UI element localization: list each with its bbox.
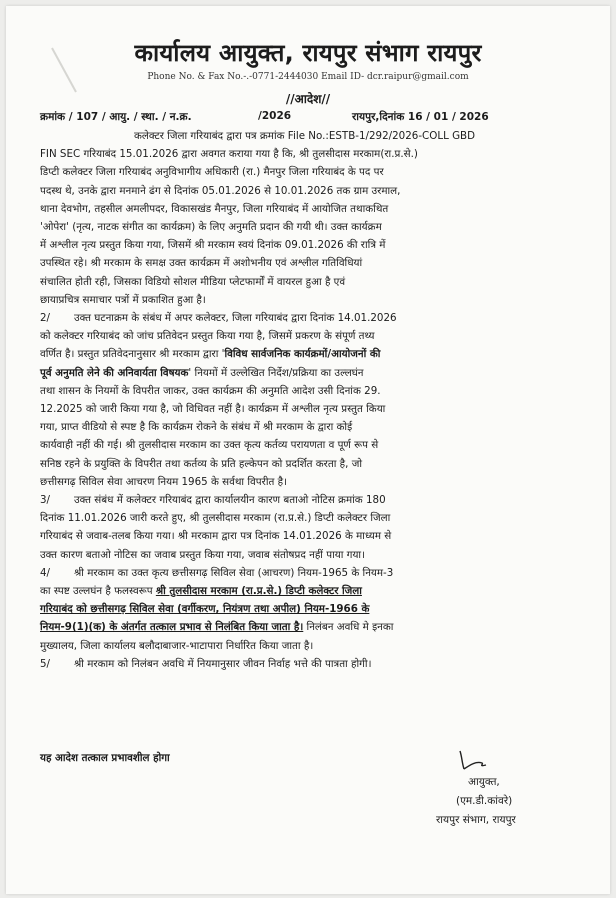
paragraph-number: 4/: [40, 566, 51, 579]
signatory-designation: आयुक्त,: [468, 776, 500, 788]
text-line: थाना देवभोग, तहसील अमलीपदर, विकासखंड मैनपुर, जिला गरियाबंद में आयोजित तथाकथित: [40, 202, 389, 215]
signatory-name: (एम.डी.कांवरे): [456, 795, 513, 807]
paragraph-4: [40, 564, 596, 655]
text-line: डिप्टी कलेक्टर जिला गरियाबंद अनुविभागीय अधिकारी (रा.) मैनपुर जिला गरियाबंद के पद पर: [40, 166, 384, 179]
text-line: [40, 364, 596, 382]
suspension-order-bold: गरियाबंद को छत्तीसगढ़ सिविल सेवा (वर्गीकरण, नियंत्रण तथा अपील) नियम-1966 के: [40, 603, 370, 616]
text-line: सनिष्ठ रहने के प्रयुक्ति के विपरीत तथा कर्तव्य के प्रति हल्केपन को प्रदर्शित करता है, जो: [40, 457, 363, 470]
text-span: श्री मरकाम को निलंबन अवधि में नियमानुसार जीवन निर्वाह भत्ते की पात्रता होगी।: [74, 657, 372, 670]
rule-title-bold: पूर्व अनुमति लेने की अनिवार्यता विषयक: [40, 366, 189, 379]
text-line: [40, 491, 596, 509]
text-line: दिनांक 11.01.2026 जारी करते हुए, श्री तुलसीदास मरकाम (रा.प्र.से.) डिप्टी कलेक्टर जिला: [40, 512, 391, 525]
text-line: मुख्यालय, जिला कार्यालय बलौदाबाजार-भाटापारा निर्धारित किया जाता है।: [40, 639, 314, 652]
text-line: पदस्थ थे, उनके द्वारा मनमाने ढंग से दिनांक 05.01.2026 से 10.01.2026 तक ग्राम उरमाल,: [40, 184, 401, 197]
text-line: छायाप्रचित्र समाचार पत्रों में प्रकाशित हुआ है।: [40, 293, 206, 306]
order-year: /2026: [258, 110, 292, 122]
effective-immediately-line: यह आदेश तत्काल प्रभावशील होगा: [40, 752, 170, 764]
order-number: क्रमांक / 107 / आयु. / स्था. / न.क्र.: [40, 111, 192, 123]
text-line: 12.2025 को जारी किया गया है, जो विधिवत नहीं है। कार्यक्रम में अश्लील नृत्य प्रस्तुत किया: [40, 403, 386, 416]
text-line: कलेक्टर जिला गरियाबंद द्वारा पत्र क्रमांक File No.:ESTB-1/292/2026-COLL GBD: [134, 130, 476, 142]
contact-line: Phone No. & Fax No.-.-0771-2444030 Email ID- dcr.raipur@gmail.com: [147, 72, 469, 82]
order-heading: //आदेश//: [285, 92, 331, 106]
text-span: वर्णित है। प्रस्तुत प्रतिवेदनानुसार श्री मरकाम द्वारा ': [40, 348, 225, 361]
office-title: कार्यालय आयुक्त, रायपुर संभाग रायपुर: [134, 39, 482, 67]
text-line: उक्त कारण बताओ नोटिस का जवाब प्रस्तुत किया गया, जवाब संतोषप्रद नहीं पाया गया।: [40, 548, 366, 561]
text-line: [40, 309, 596, 327]
suspension-order-bold: नियम-9(1)(क) के अंतर्गत तत्काल प्रभाव से निलंबित किया जाता है।: [40, 621, 304, 634]
text-line: [40, 582, 596, 600]
rule-title-bold: विविध सार्वजनिक कार्यक्रमों/आयोजनों की: [224, 348, 381, 361]
text-line: संचालित होती रही, जिसका विडियो सोशल मीडिया प्लेटफार्मों में वायरल हुआ है एवं: [40, 275, 346, 288]
text-line: में अश्लील नृत्य प्रस्तुत किया गया, जिसमें श्री मरकाम स्वयं दिनांक 09.01.2026 की रात्रि में: [40, 239, 386, 252]
suspension-order-bold: श्री तुलसीदास मरकाम (रा.प्र.से.) डिप्टी कलेक्टर जिला: [155, 585, 362, 598]
text-line: [40, 564, 596, 582]
paragraph-2: [40, 309, 596, 491]
text-line: [40, 655, 596, 673]
text-line: गया, प्राप्त वीडियो से स्पष्ट है कि कार्यक्रम रोकने के संबंध में श्री मरकाम के द्वारा कोई: [40, 421, 353, 434]
text-line: FIN SEC गरियाबंद 15.01.2026 द्वारा अवगत कराया गया है कि, श्री तुलसीदास मरकाम(रा.प्र.से.): [40, 148, 418, 161]
text-span: ' नियमों में उल्लेखित निर्देश/प्रक्रिया का उल्लघंन: [188, 366, 364, 379]
text-line: [40, 618, 596, 636]
paragraph-number: 3/: [40, 494, 51, 507]
document-page: [6, 6, 610, 894]
text-line: छत्तीसगढ़ सिविल सेवा आचरण नियम 1965 के सर्वथा विपरीत है।: [40, 475, 287, 488]
text-line: गरियाबंद से जवाब-तलब किया गया। श्री मरकाम द्वारा पत्र दिनांक 14.01.2026 के माध्यम से: [40, 530, 392, 543]
text-span: उक्त घटनाक्रम के संबंध में अपर कलेक्टर, जिला गरियाबंद द्वारा दिनांक 14.01.2026: [74, 312, 397, 325]
text-span: का स्पष्ट उल्लघंन है फलस्वरूप: [40, 585, 156, 598]
text-line: को कलेक्टर गरियाबंद को जांच प्रतिवेदन प्रस्तुत किया गया है, जिसमें प्रकरण के संपूर्ण तथ्य: [40, 330, 375, 343]
handwritten-signature: [456, 747, 496, 773]
signature-block: [436, 751, 586, 830]
text-line: उपस्थित रहे। श्री मरकाम के समक्ष उक्त कार्यक्रम में अशोभनीय एवं अश्लील गतिविधियां: [40, 257, 363, 270]
text-span: श्री मरकाम का उक्त कृत्य छत्तीसगढ़ सिविल सेवा (आचरण) नियम-1965 के नियम-3: [74, 566, 394, 579]
text-span: उक्त संबंध में कलेक्टर गरियाबंद द्वारा कार्यालयीन कारण बताओ नोटिस क्रमांक 180: [74, 494, 386, 507]
order-date: रायपुर,दिनांक 16 / 01 / 2026: [352, 111, 489, 123]
paragraph-3: [40, 491, 596, 564]
text-line: [40, 345, 596, 363]
signatory-office: रायपुर संभाग, रायपुर: [436, 814, 516, 826]
paragraph-5: [40, 655, 596, 673]
text-span: निलंबन अवधि मे इनका: [303, 621, 394, 634]
paragraph-1: [40, 127, 596, 309]
text-line: तथा शासन के नियमों के विपरीत जाकर, उक्त कार्यक्रम की अनुमति आदेश उसी दिनांक 29.: [40, 384, 381, 397]
text-line: कार्यवाही नहीं की गई। श्री तुलसीदास मरकाम का उक्त कृत्य कर्तव्य परायणता व पूर्ण रूप से: [40, 439, 379, 452]
paragraph-number: 5/: [40, 657, 51, 670]
order-body: [40, 127, 596, 673]
text-line: 'ओपेरा' (नृत्य, नाटक संगीत का कार्यक्रम) के लिए अनुमति प्रदान की गयी थी। उक्त कार्यक्रम: [40, 221, 382, 234]
paragraph-number: 2/: [40, 312, 51, 325]
